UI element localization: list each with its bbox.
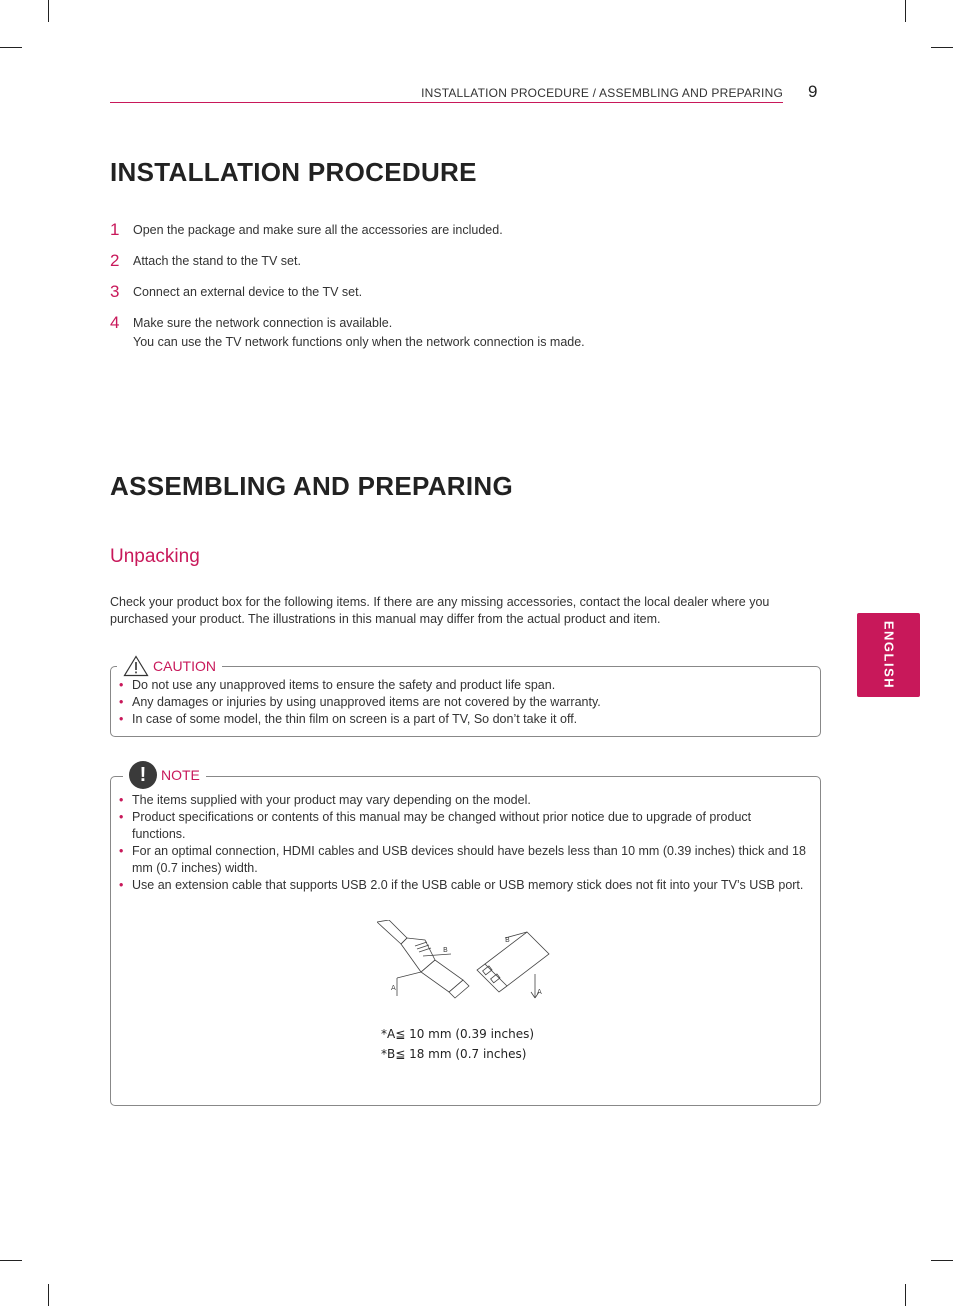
language-tab-label: ENGLISH xyxy=(881,620,896,690)
warning-triangle-icon xyxy=(123,655,149,677)
running-head-text: INSTALLATION PROCEDURE / ASSEMBLING AND PREPARING xyxy=(421,86,783,100)
spec-width: *B≦ 18 mm (0.7 inches) xyxy=(381,1047,527,1061)
connector-size-illustration xyxy=(377,920,567,1010)
language-tab[interactable] xyxy=(857,613,920,697)
step-subtext: You can use the TV network functions only when the network connection is made. xyxy=(133,335,585,349)
dimension-label-a: A xyxy=(537,988,542,996)
page-number: 9 xyxy=(808,82,818,101)
running-head xyxy=(110,84,783,103)
dimension-label-b: B xyxy=(505,936,510,944)
caution-list xyxy=(119,677,806,728)
note-item: • For an optimal connection, HDMI cables and USB devices should have bezels less than 10 mm (0.39 inches) thick and 18 mm (0.7 inches) width. xyxy=(119,843,806,877)
crop-mark xyxy=(48,0,49,22)
step-item xyxy=(110,251,810,282)
caution-item: • Do not use any unapproved items to ensure the safety and product life span. xyxy=(119,677,806,694)
step-number: 1 xyxy=(110,220,120,239)
crop-mark xyxy=(931,47,953,48)
step-number: 3 xyxy=(110,282,120,301)
crop-mark xyxy=(48,1284,49,1306)
unpacking-intro: Check your product box for the following items. If there are any missing accessories, contact the local dealer where you purchased your product. The illustrations in this manual may differ from the actual product and item. xyxy=(110,595,770,626)
step-text: Connect an external device to the TV set. xyxy=(133,285,363,299)
crop-mark xyxy=(905,1284,906,1306)
dimension-label-a: A xyxy=(391,984,396,992)
note-item: • Product specifications or contents of this manual may be changed without prior notice due to upgrade of product functions. xyxy=(119,809,806,843)
step-number: 4 xyxy=(110,313,120,332)
step-item xyxy=(110,220,810,251)
caution-item: • Any damages or injuries by using unapproved items are not covered by the warranty. xyxy=(119,694,806,711)
caution-label: CAUTION xyxy=(153,658,216,674)
note-list xyxy=(119,792,806,894)
note-box xyxy=(110,763,821,1106)
crop-mark xyxy=(905,0,906,22)
unpacking-title: Unpacking xyxy=(110,546,200,567)
caution-item: • In case of some model, the thin film on screen is a part of TV, So don’t take it off. xyxy=(119,711,806,728)
assembling-title: ASSEMBLING AND PREPARING xyxy=(110,471,514,501)
dimension-label-b: B xyxy=(443,946,448,954)
note-item: • Use an extension cable that supports USB 2.0 if the USB cable or USB memory stick does not fit into your TV’s USB port. xyxy=(119,877,806,894)
installation-steps xyxy=(110,220,810,349)
step-number: 2 xyxy=(110,251,120,270)
step-text: Open the package and make sure all the accessories are included. xyxy=(133,223,503,237)
crop-mark xyxy=(0,47,22,48)
exclamation-icon: ! xyxy=(129,761,157,789)
note-label: NOTE xyxy=(161,767,200,783)
caution-box xyxy=(110,658,821,737)
crop-mark xyxy=(0,1260,22,1261)
installation-title: INSTALLATION PROCEDURE xyxy=(110,157,477,187)
step-text: Make sure the network connection is available. xyxy=(133,316,393,330)
crop-mark xyxy=(931,1260,953,1261)
step-item xyxy=(110,282,810,313)
step-text: Attach the stand to the TV set. xyxy=(133,254,301,268)
note-item: • The items supplied with your product may vary depending on the model. xyxy=(119,792,806,809)
step-item xyxy=(110,313,810,349)
note-header xyxy=(123,761,206,789)
caution-header xyxy=(117,655,222,677)
spec-thickness: *A≦ 10 mm (0.39 inches) xyxy=(381,1027,535,1041)
